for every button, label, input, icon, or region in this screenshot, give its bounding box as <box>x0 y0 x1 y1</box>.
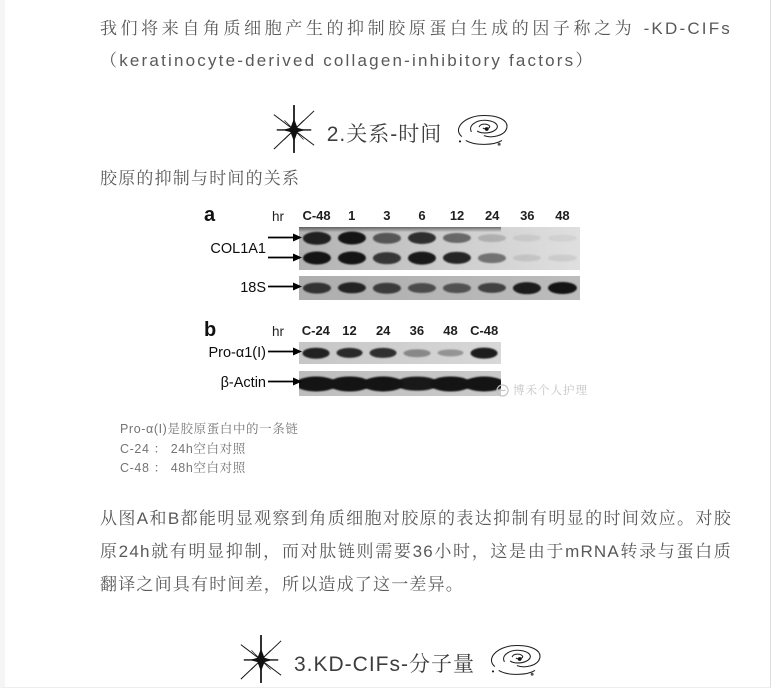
western-blot-figure <box>200 203 620 403</box>
blot-beta-actin <box>299 371 501 396</box>
article-body <box>100 0 732 77</box>
blot-band <box>443 233 471 243</box>
galaxy-icon <box>452 108 510 150</box>
blot-band <box>513 282 541 294</box>
blot-row-label-beta-actin: β-Actin <box>220 375 266 391</box>
blot-band <box>443 252 471 264</box>
blot-18s <box>299 276 580 300</box>
blot-band <box>373 252 401 264</box>
lane-label: 3 <box>383 208 391 223</box>
blot-band <box>548 235 576 242</box>
blot-band <box>373 283 401 294</box>
lane-label: 48 <box>555 208 570 223</box>
blot-band <box>373 233 401 244</box>
blot-band <box>408 252 436 265</box>
lane-label: 48 <box>443 323 458 338</box>
watermark-text: 博禾个人护理 <box>513 385 588 397</box>
section-header-molecular-weight <box>5 630 771 688</box>
arrow-icon <box>268 377 302 386</box>
blot-band <box>408 232 436 244</box>
lane-label: 12 <box>449 208 465 223</box>
blot-band <box>437 349 464 356</box>
watermark <box>496 382 588 398</box>
section-title: 2.关系-时间 <box>326 123 443 146</box>
blot-band <box>303 283 331 294</box>
arrow-icon <box>268 282 302 291</box>
blot-col1a1 <box>299 227 580 270</box>
note-line: C-24 ： 24h空白对照 <box>120 441 246 456</box>
blot-band <box>302 348 329 359</box>
lane-label: 12 <box>342 323 357 338</box>
blot-band <box>370 348 397 358</box>
figure-intro-text: 胶原的抑制与时间的关系 <box>100 169 301 188</box>
lane-label: C-48 <box>302 208 331 223</box>
section-title: 3.KD-CIFs-分子量 <box>294 653 475 676</box>
blot-band <box>336 348 363 358</box>
blot-band <box>303 232 331 244</box>
analysis-paragraph: 从图A和B都能明显观察到角质细胞对胶原的表达抑制有明显的时间效应。对胶原24h就有明显抑制，而对肽链则需要36小时，这是由于mRNA转录与蛋白质翻译之间具有时间差，所以造成了这一差异。 <box>100 509 732 594</box>
arrow-icon <box>268 233 302 242</box>
blot-band <box>513 235 541 242</box>
blot-band <box>303 251 331 264</box>
lane-label: 24 <box>375 323 391 338</box>
lane-label: 1 <box>348 208 356 223</box>
blot-band <box>478 253 506 263</box>
blot-band <box>548 254 576 261</box>
blot-band <box>338 232 366 245</box>
lane-label: 6 <box>418 208 426 223</box>
blot-band <box>513 254 541 261</box>
panel-a-unit: hr <box>272 209 285 224</box>
panel-b-lane-labels <box>299 323 501 339</box>
note-line: C-48 ： 48h空白对照 <box>120 461 246 475</box>
lane-label: 24 <box>484 208 500 223</box>
blot-band <box>338 251 366 264</box>
blot-row-label-18s: 18S <box>240 280 266 296</box>
blot-band <box>443 283 471 293</box>
blot-band <box>403 349 430 357</box>
panel-a-label: a <box>204 204 216 226</box>
blot-band <box>408 283 436 293</box>
starburst-icon <box>238 633 284 685</box>
blot-row-label-col1a1: COL1A1 <box>210 241 266 257</box>
blot-row-label-pro-a1: Pro-α1(I) <box>208 345 266 361</box>
watermark-logo-icon <box>496 384 509 397</box>
section-header-time <box>5 100 771 158</box>
blot-band <box>338 282 366 293</box>
arrow-icon <box>268 347 302 356</box>
blot-band <box>548 282 576 294</box>
note-line: Pro-α(I)是胶原蛋白中的一条链 <box>120 422 299 436</box>
arrow-icon <box>268 253 302 262</box>
lane-label: C-48 <box>470 323 499 338</box>
blot-pro-a1 <box>299 342 501 364</box>
starburst-icon <box>271 103 317 155</box>
intro-paragraph: 我们将来自角质细胞产生的抑制胶原蛋白生成的因子称之为 -KD-CIFs（keratinocyte-derived collagen-inhibitory factors） <box>100 19 732 70</box>
blot-band <box>478 234 506 242</box>
lane-label: 36 <box>520 208 535 223</box>
panel-b-unit: hr <box>272 324 285 339</box>
panel-a-lane-labels <box>299 208 580 224</box>
figure-notes <box>120 420 298 479</box>
panel-b-label: b <box>204 319 217 341</box>
lane-label: C-24 <box>301 323 330 338</box>
lane-label: 36 <box>409 323 425 338</box>
blot-band <box>471 348 498 359</box>
galaxy-icon <box>485 638 543 680</box>
blot-band <box>478 283 506 293</box>
